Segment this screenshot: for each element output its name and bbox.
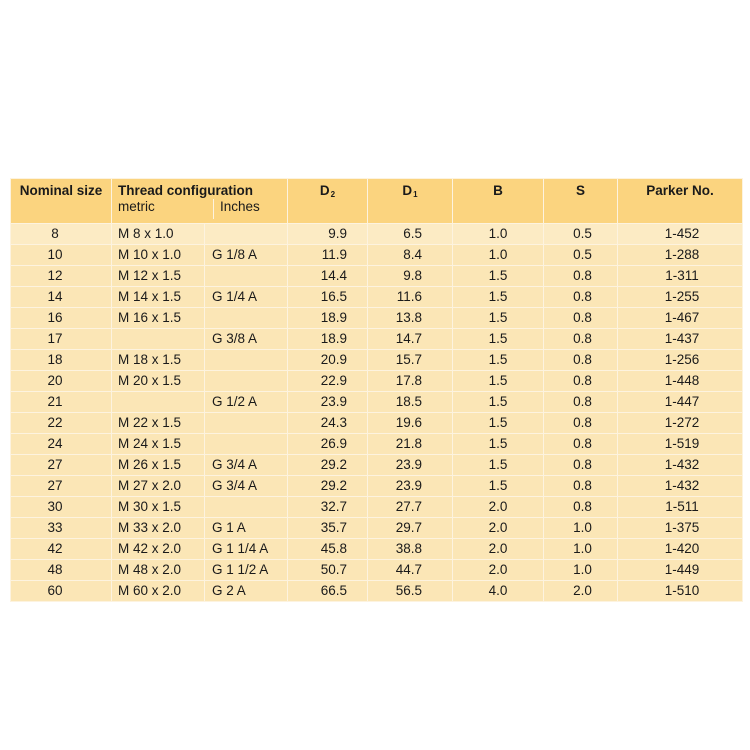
cell-d2: 16.5 bbox=[288, 287, 368, 308]
cell-b: 1.5 bbox=[453, 434, 544, 455]
cell-parker-no: 1-288 bbox=[618, 245, 743, 266]
cell-s: 0.8 bbox=[544, 413, 618, 434]
table-row bbox=[11, 245, 743, 266]
cell-s: 2.0 bbox=[544, 581, 618, 602]
cell-b: 2.0 bbox=[453, 539, 544, 560]
cell-metric-thread: M 30 x 1.5 bbox=[112, 497, 205, 518]
cell-d1: 19.6 bbox=[368, 413, 453, 434]
cell-d2: 32.7 bbox=[288, 497, 368, 518]
cell-b: 1.0 bbox=[453, 224, 544, 245]
cell-parker-no: 1-432 bbox=[618, 476, 743, 497]
cell-inch-thread bbox=[205, 308, 288, 329]
cell-b: 1.5 bbox=[453, 266, 544, 287]
cell-metric-thread: M 14 x 1.5 bbox=[112, 287, 205, 308]
cell-metric-thread: M 26 x 1.5 bbox=[112, 455, 205, 476]
cell-b: 1.5 bbox=[453, 413, 544, 434]
header-s: S bbox=[544, 179, 618, 224]
cell-parker-no: 1-452 bbox=[618, 224, 743, 245]
cell-inch-thread bbox=[205, 224, 288, 245]
cell-d2: 50.7 bbox=[288, 560, 368, 581]
cell-metric-thread: M 12 x 1.5 bbox=[112, 266, 205, 287]
cell-s: 0.8 bbox=[544, 371, 618, 392]
cell-inch-thread: G 1/8 A bbox=[205, 245, 288, 266]
table-row bbox=[11, 434, 743, 455]
table-row bbox=[11, 329, 743, 350]
cell-s: 1.0 bbox=[544, 518, 618, 539]
cell-nominal-size: 16 bbox=[11, 308, 112, 329]
d1-label: D bbox=[402, 183, 413, 198]
cell-inch-thread: G 3/8 A bbox=[205, 329, 288, 350]
cell-s: 0.8 bbox=[544, 455, 618, 476]
cell-d1: 11.6 bbox=[368, 287, 453, 308]
cell-inch-thread: G 3/4 A bbox=[205, 455, 288, 476]
cell-nominal-size: 60 bbox=[11, 581, 112, 602]
cell-b: 4.0 bbox=[453, 581, 544, 602]
cell-metric-thread: M 16 x 1.5 bbox=[112, 308, 205, 329]
table-row bbox=[11, 350, 743, 371]
cell-inch-thread: G 1/2 A bbox=[205, 392, 288, 413]
cell-parker-no: 1-256 bbox=[618, 350, 743, 371]
cell-s: 0.8 bbox=[544, 392, 618, 413]
header-b: B bbox=[453, 179, 544, 224]
header-inches: Inches bbox=[213, 199, 260, 219]
cell-d2: 9.9 bbox=[288, 224, 368, 245]
cell-nominal-size: 22 bbox=[11, 413, 112, 434]
cell-d1: 44.7 bbox=[368, 560, 453, 581]
cell-nominal-size: 42 bbox=[11, 539, 112, 560]
cell-b: 1.5 bbox=[453, 329, 544, 350]
table-row bbox=[11, 371, 743, 392]
header-thread-configuration bbox=[112, 179, 288, 224]
cell-s: 0.8 bbox=[544, 266, 618, 287]
table-row bbox=[11, 224, 743, 245]
cell-metric-thread: M 8 x 1.0 bbox=[112, 224, 205, 245]
table-row bbox=[11, 266, 743, 287]
table-row bbox=[11, 518, 743, 539]
cell-nominal-size: 48 bbox=[11, 560, 112, 581]
d2-label: D bbox=[319, 183, 330, 198]
table-row bbox=[11, 308, 743, 329]
seal-dimensions-table bbox=[10, 178, 743, 602]
cell-d2: 29.2 bbox=[288, 476, 368, 497]
cell-b: 2.0 bbox=[453, 518, 544, 539]
cell-parker-no: 1-255 bbox=[618, 287, 743, 308]
header-parker-no: Parker No. bbox=[618, 179, 743, 224]
cell-b: 1.5 bbox=[453, 455, 544, 476]
cell-parker-no: 1-449 bbox=[618, 560, 743, 581]
thread-configuration-label: Thread configuration bbox=[118, 183, 253, 198]
cell-d1: 9.8 bbox=[368, 266, 453, 287]
cell-d2: 66.5 bbox=[288, 581, 368, 602]
cell-inch-thread: G 1 1/4 A bbox=[205, 539, 288, 560]
cell-parker-no: 1-420 bbox=[618, 539, 743, 560]
cell-parker-no: 1-272 bbox=[618, 413, 743, 434]
cell-d1: 23.9 bbox=[368, 476, 453, 497]
cell-parker-no: 1-437 bbox=[618, 329, 743, 350]
cell-parker-no: 1-467 bbox=[618, 308, 743, 329]
cell-nominal-size: 18 bbox=[11, 350, 112, 371]
cell-nominal-size: 20 bbox=[11, 371, 112, 392]
cell-s: 0.8 bbox=[544, 476, 618, 497]
cell-d2: 26.9 bbox=[288, 434, 368, 455]
cell-d2: 20.9 bbox=[288, 350, 368, 371]
cell-parker-no: 1-510 bbox=[618, 581, 743, 602]
cell-d1: 14.7 bbox=[368, 329, 453, 350]
cell-d1: 6.5 bbox=[368, 224, 453, 245]
cell-metric-thread: M 60 x 2.0 bbox=[112, 581, 205, 602]
cell-nominal-size: 10 bbox=[11, 245, 112, 266]
cell-parker-no: 1-447 bbox=[618, 392, 743, 413]
cell-b: 1.5 bbox=[453, 287, 544, 308]
cell-d2: 45.8 bbox=[288, 539, 368, 560]
header-metric: metric bbox=[118, 199, 155, 214]
cell-d1: 21.8 bbox=[368, 434, 453, 455]
cell-s: 0.5 bbox=[544, 245, 618, 266]
cell-metric-thread: M 18 x 1.5 bbox=[112, 350, 205, 371]
cell-d1: 23.9 bbox=[368, 455, 453, 476]
table-row bbox=[11, 476, 743, 497]
table-row bbox=[11, 539, 743, 560]
cell-d2: 23.9 bbox=[288, 392, 368, 413]
cell-nominal-size: 27 bbox=[11, 476, 112, 497]
cell-d2: 14.4 bbox=[288, 266, 368, 287]
cell-parker-no: 1-311 bbox=[618, 266, 743, 287]
cell-d1: 18.5 bbox=[368, 392, 453, 413]
table-row bbox=[11, 413, 743, 434]
cell-inch-thread bbox=[205, 497, 288, 518]
cell-b: 1.5 bbox=[453, 371, 544, 392]
cell-metric-thread: M 20 x 1.5 bbox=[112, 371, 205, 392]
cell-s: 0.8 bbox=[544, 350, 618, 371]
cell-d2: 18.9 bbox=[288, 308, 368, 329]
cell-nominal-size: 24 bbox=[11, 434, 112, 455]
cell-d1: 17.8 bbox=[368, 371, 453, 392]
cell-metric-thread: M 42 x 2.0 bbox=[112, 539, 205, 560]
cell-nominal-size: 27 bbox=[11, 455, 112, 476]
cell-inch-thread: G 1 1/2 A bbox=[205, 560, 288, 581]
cell-inch-thread: G 1/4 A bbox=[205, 287, 288, 308]
cell-metric-thread bbox=[112, 329, 205, 350]
table-row bbox=[11, 560, 743, 581]
cell-d2: 18.9 bbox=[288, 329, 368, 350]
table-row bbox=[11, 455, 743, 476]
d1-subscript: 1 bbox=[413, 190, 418, 199]
header-d2 bbox=[288, 179, 368, 224]
header-nominal-size: Nominal size bbox=[11, 179, 112, 224]
cell-b: 2.0 bbox=[453, 497, 544, 518]
cell-nominal-size: 17 bbox=[11, 329, 112, 350]
cell-nominal-size: 33 bbox=[11, 518, 112, 539]
cell-metric-thread: M 48 x 2.0 bbox=[112, 560, 205, 581]
cell-d1: 56.5 bbox=[368, 581, 453, 602]
table-header bbox=[11, 179, 743, 224]
cell-d2: 29.2 bbox=[288, 455, 368, 476]
cell-s: 1.0 bbox=[544, 560, 618, 581]
cell-b: 1.5 bbox=[453, 392, 544, 413]
cell-d1: 13.8 bbox=[368, 308, 453, 329]
cell-parker-no: 1-511 bbox=[618, 497, 743, 518]
cell-b: 1.5 bbox=[453, 476, 544, 497]
cell-nominal-size: 14 bbox=[11, 287, 112, 308]
cell-d1: 29.7 bbox=[368, 518, 453, 539]
cell-nominal-size: 8 bbox=[11, 224, 112, 245]
cell-inch-thread: G 2 A bbox=[205, 581, 288, 602]
cell-inch-thread: G 3/4 A bbox=[205, 476, 288, 497]
cell-inch-thread bbox=[205, 266, 288, 287]
cell-parker-no: 1-448 bbox=[618, 371, 743, 392]
cell-d1: 38.8 bbox=[368, 539, 453, 560]
cell-s: 0.8 bbox=[544, 329, 618, 350]
cell-metric-thread: M 10 x 1.0 bbox=[112, 245, 205, 266]
cell-s: 1.0 bbox=[544, 539, 618, 560]
cell-metric-thread: M 33 x 2.0 bbox=[112, 518, 205, 539]
cell-d1: 8.4 bbox=[368, 245, 453, 266]
table-body bbox=[11, 224, 743, 602]
header-d1 bbox=[368, 179, 453, 224]
cell-parker-no: 1-432 bbox=[618, 455, 743, 476]
d2-subscript: 2 bbox=[330, 190, 336, 199]
cell-b: 1.5 bbox=[453, 308, 544, 329]
cell-s: 0.8 bbox=[544, 287, 618, 308]
cell-inch-thread bbox=[205, 434, 288, 455]
cell-metric-thread: M 22 x 1.5 bbox=[112, 413, 205, 434]
cell-d2: 22.9 bbox=[288, 371, 368, 392]
table-row bbox=[11, 581, 743, 602]
cell-b: 1.0 bbox=[453, 245, 544, 266]
cell-nominal-size: 30 bbox=[11, 497, 112, 518]
table-row bbox=[11, 497, 743, 518]
cell-inch-thread bbox=[205, 413, 288, 434]
cell-nominal-size: 21 bbox=[11, 392, 112, 413]
cell-parker-no: 1-519 bbox=[618, 434, 743, 455]
table-row bbox=[11, 287, 743, 308]
cell-b: 2.0 bbox=[453, 560, 544, 581]
cell-parker-no: 1-375 bbox=[618, 518, 743, 539]
cell-d1: 27.7 bbox=[368, 497, 453, 518]
cell-s: 0.8 bbox=[544, 434, 618, 455]
cell-d2: 24.3 bbox=[288, 413, 368, 434]
cell-s: 0.8 bbox=[544, 497, 618, 518]
cell-metric-thread bbox=[112, 392, 205, 413]
cell-metric-thread: M 24 x 1.5 bbox=[112, 434, 205, 455]
cell-metric-thread: M 27 x 2.0 bbox=[112, 476, 205, 497]
cell-d2: 11.9 bbox=[288, 245, 368, 266]
table-row bbox=[11, 392, 743, 413]
cell-s: 0.5 bbox=[544, 224, 618, 245]
cell-inch-thread: G 1 A bbox=[205, 518, 288, 539]
cell-s: 0.8 bbox=[544, 308, 618, 329]
cell-b: 1.5 bbox=[453, 350, 544, 371]
cell-inch-thread bbox=[205, 350, 288, 371]
cell-d2: 35.7 bbox=[288, 518, 368, 539]
cell-inch-thread bbox=[205, 371, 288, 392]
cell-d1: 15.7 bbox=[368, 350, 453, 371]
cell-nominal-size: 12 bbox=[11, 266, 112, 287]
